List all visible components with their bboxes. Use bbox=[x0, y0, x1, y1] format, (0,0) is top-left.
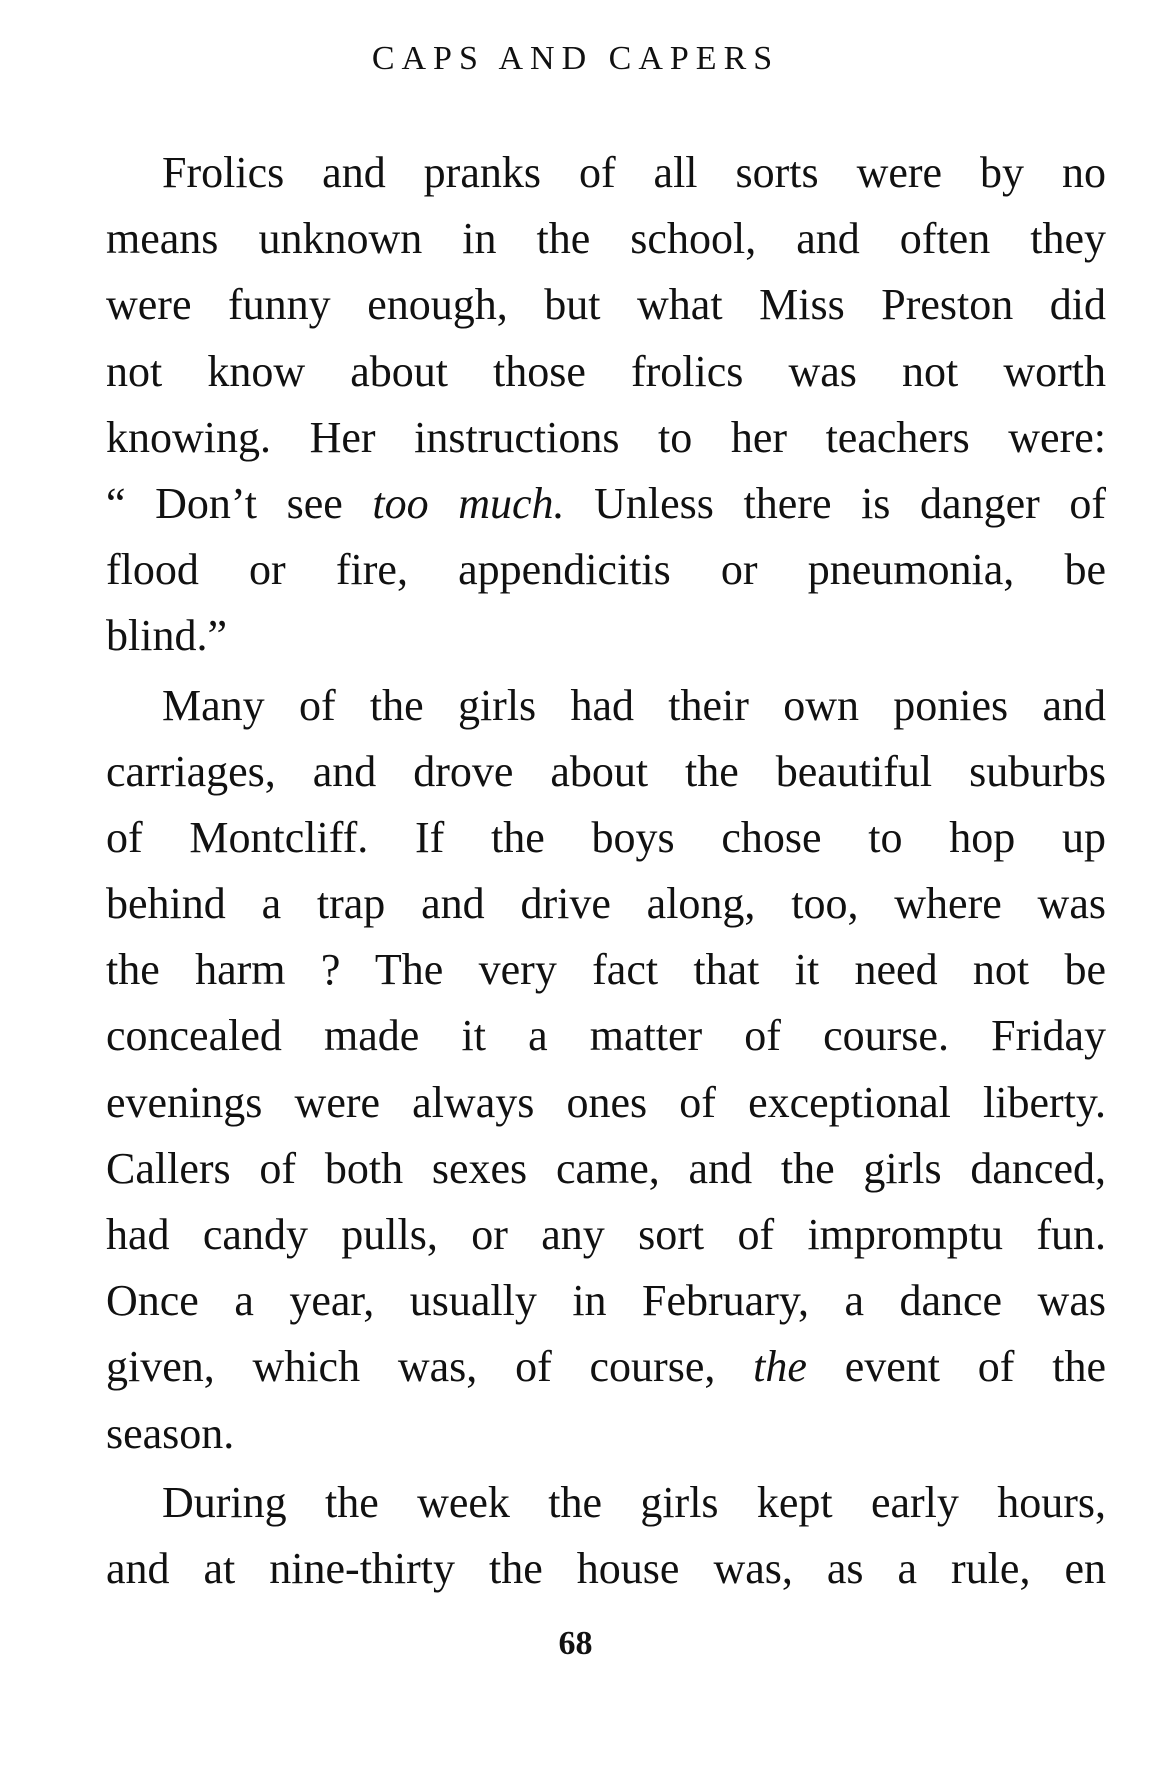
text-line: knowing. Her instructions to her teachers were: bbox=[106, 412, 1106, 462]
text-line: blind.” bbox=[106, 611, 227, 661]
text-line: evenings were always ones of exceptional liberty. bbox=[106, 1077, 1106, 1127]
paragraph bbox=[106, 1470, 1106, 1602]
text-line: had candy pulls, or any sort of impromptu fun. bbox=[106, 1210, 1106, 1259]
body-text bbox=[106, 140, 1106, 1602]
text-line: season. bbox=[106, 1408, 235, 1458]
page-number: 68 bbox=[558, 1625, 593, 1662]
text-line: Frolics and pranks of all sorts were by no bbox=[162, 148, 1106, 197]
text-line: of Montcliff. If the boys chose to hop up bbox=[106, 812, 1106, 862]
paragraph bbox=[106, 140, 1106, 670]
text-line: Once a year, usually in February, a dance was bbox=[106, 1276, 1106, 1326]
italic-text: the bbox=[753, 1342, 807, 1392]
text-line: flood or fire, appendicitis or pneumonia, be bbox=[106, 545, 1106, 595]
text-line: the harm ? The very fact that it need not be bbox=[106, 945, 1106, 995]
text-line: were funny enough, but what Miss Preston did bbox=[106, 280, 1106, 330]
text-run: “ Don’t see bbox=[106, 478, 373, 528]
text-line: carriages, and drove about the beautiful suburbs bbox=[106, 746, 1106, 796]
text-line: concealed made it a matter of course. Friday bbox=[106, 1011, 1106, 1061]
text-line: means unknown in the school, and often they bbox=[106, 214, 1106, 264]
text-line: and at nine-thirty the house was, as a rule, en bbox=[106, 1543, 1106, 1593]
text-line: Callers of both sexes came, and the girls danced, bbox=[106, 1143, 1106, 1193]
text-run: given, which was, of course, bbox=[106, 1342, 754, 1392]
text-run: Unless there is danger of bbox=[564, 478, 1106, 528]
text-line: During the week the girls kept early hours, bbox=[162, 1477, 1106, 1527]
text-line bbox=[106, 1334, 1106, 1400]
running-head: CAPS AND CAPERS bbox=[371, 40, 780, 77]
italic-text: too much. bbox=[372, 478, 565, 528]
text-line bbox=[106, 471, 1106, 537]
text-line: not know about those frolics was not worth bbox=[106, 346, 1106, 396]
text-line: Many of the girls had their own ponies and bbox=[162, 680, 1106, 730]
paragraph bbox=[106, 673, 1106, 1467]
text-run: event of the bbox=[806, 1342, 1106, 1392]
text-line: behind a trap and drive along, too, where was bbox=[106, 879, 1106, 929]
